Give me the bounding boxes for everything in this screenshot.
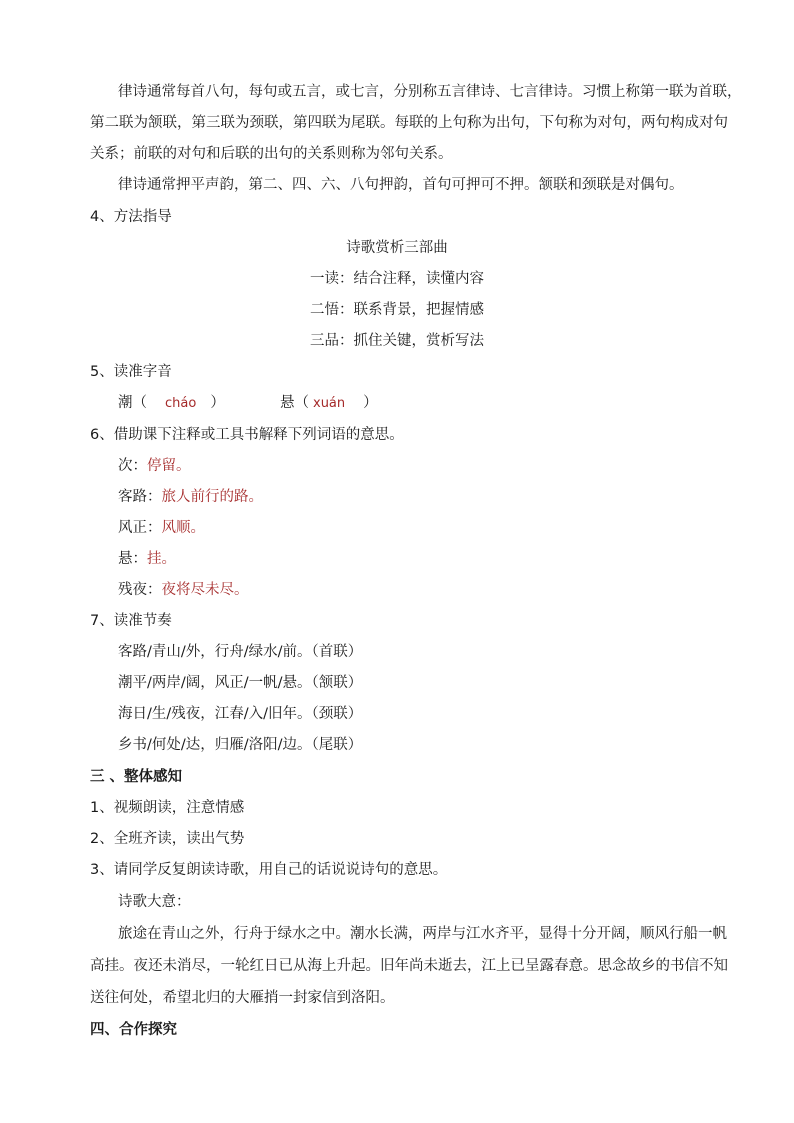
vocab-term: 悬：	[118, 551, 147, 567]
section-5-heading: 5、读准字音	[90, 364, 172, 380]
vocab-meaning: 旅人前行的路。	[161, 489, 263, 505]
pronunciation-char: 悬	[280, 395, 295, 411]
poem-meaning-line-2: 高挂。夜还未消尽，一轮红日已从海上升起。旧年尚未逝去，江上已呈露春意。思念故乡的书信不知	[90, 958, 728, 974]
intro-paragraph-1-line-3: 关系；前联的对句和后联的出句的关系则称为邻句关系。	[90, 146, 453, 162]
rhythm-line: 潮平/两岸/阔，风正/一帆/悬。（颔联）	[118, 675, 363, 691]
section-7-heading: 7、读准节奏	[90, 613, 172, 629]
rhythm-line: 海日/生/残夜，江春/入/旧年。（颈联）	[118, 706, 363, 722]
pronunciation-pinyin: xuán	[313, 396, 346, 411]
vocab-term: 残夜：	[118, 582, 162, 598]
vocab-item	[118, 518, 205, 538]
vocab-meaning: 风顺。	[161, 520, 205, 536]
perception-item-3: 3、请同学反复朗读诗歌，用自己的话说说诗句的意思。	[90, 862, 448, 878]
pronunciation-item-2	[280, 393, 378, 414]
poem-meaning-line-3: 送往何处，希望北归的大雁捎一封家信到洛阳。	[90, 990, 395, 1006]
vocab-meaning: 夜将尽未尽。	[161, 582, 249, 598]
vocab-item	[118, 456, 191, 476]
rhythm-line: 客路/青山/外，行舟/绿水/前。（首联）	[118, 644, 363, 660]
rhythm-line: 乡书/何处/达，归雁/洛阳/边。（尾联）	[118, 737, 363, 753]
method-step-1: 一读：结合注释，读懂内容	[310, 271, 484, 287]
vocab-meaning: 停留。	[147, 458, 191, 474]
intro-paragraph-1-line-1: 律诗通常每首八句，每句或五言，或七言，分别称五言律诗、七言律诗。习惯上称第一联为首联，	[118, 84, 742, 100]
vocab-item	[118, 549, 176, 569]
pronunciation-pinyin: cháo	[165, 396, 197, 411]
section-6-heading: 6、借助课下注释或工具书解释下列词语的意思。	[90, 427, 404, 443]
section-4-heading: 4、方法指导	[90, 209, 172, 225]
pronunciation-close: ）	[363, 395, 378, 411]
pronunciation-close: ）	[210, 395, 225, 411]
poem-meaning-label: 诗歌大意：	[118, 894, 191, 910]
vocab-term: 风正：	[118, 520, 162, 536]
pronunciation-open: （	[132, 395, 147, 411]
vocab-item	[118, 487, 263, 507]
method-step-3: 三品：抓住关键，赏析写法	[310, 333, 484, 349]
vocab-term: 客路：	[118, 489, 162, 505]
pronunciation-char: 潮	[118, 395, 133, 411]
poem-meaning-line-1: 旅途在青山之外，行舟于绿水之中。潮水长满，两岸与江水齐平，显得十分开阔，顺风行船一帆	[118, 926, 727, 942]
perception-item-1: 1、视频朗读，注意情感	[90, 800, 245, 816]
intro-paragraph-2: 律诗通常押平声韵，第二、四、六、八句押韵，首句可押可不押。颔联和颈联是对偶句。	[118, 177, 684, 193]
perception-item-2: 2、全班齐读，读出气势	[90, 831, 245, 847]
part-4-heading: 四、合作探究	[90, 1022, 177, 1038]
method-title: 诗歌赏析三部曲	[346, 240, 448, 256]
intro-paragraph-1-line-2: 第二联为颔联，第三联为颈联，第四联为尾联。每联的上句称为出句，下句称为对句，两句构成对句	[90, 115, 728, 131]
pronunciation-open: （	[294, 395, 309, 411]
vocab-meaning: 挂。	[147, 551, 176, 567]
pronunciation-item-1	[118, 393, 225, 414]
vocab-term: 次：	[118, 458, 147, 474]
part-3-heading: 三 、整体感知	[90, 769, 183, 785]
vocab-item	[118, 580, 249, 600]
method-step-2: 二悟：联系背景，把握情感	[310, 302, 484, 318]
